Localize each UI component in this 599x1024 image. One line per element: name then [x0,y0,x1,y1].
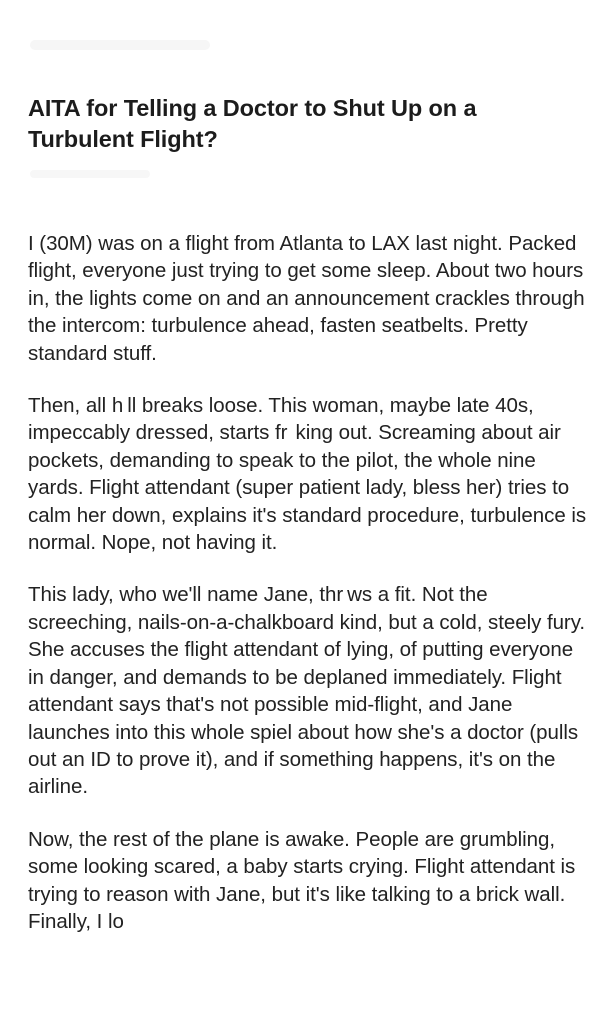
post-paragraph-1: I (30M) was on a flight from Atlanta to LAX last night. Packed flight, everyone just trying to get some sleep. About two hours in, the lights come on and an announcement crackles through the intercom: turbulence ahead, fasten seatbelts. Pretty standard stuff. [28,232,585,365]
post-paragraph-2: Then, all h ll breaks loose. This woman, maybe late 40s, impeccably dressed, starts fr king out. Screaming about air pockets, demanding to speak to the pilot, the whole nine yards. Flight attendant (super patient lady, bless her) tries to calm her down, explains it's standard procedure, turbulence is normal. Nope, not having it. [28,394,587,555]
post-title: AITA for Telling a Doctor to Shut Up on a Turbulent Flight? [28,95,477,152]
post-paragraph-4: Now, the rest of the plane is awake. People are grumbling, some looking scared, a baby starts crying. Flight attendant is trying to reason with Jane, but it's like talking to a brick wall. Finally, I lo [28,827,576,933]
post-paragraph-3: This lady, who we'll name Jane, thr ws a fit. Not the screeching, nails-on-a-chalkboard kind, but a cold, steely fury. She accuses the flight attendant of lying, of putting everyone in danger, and demands to be deplaned immediately. Flight attendant says that's not possible mid-flight, and Jane launches into this whole spiel about how she's a doctor (pulls out an ID to prove it), and if something happens, it's on the airline. [28,583,586,799]
faded-header-bar [30,40,210,50]
faded-meta-bar [30,170,150,178]
post-body [28,230,588,960]
